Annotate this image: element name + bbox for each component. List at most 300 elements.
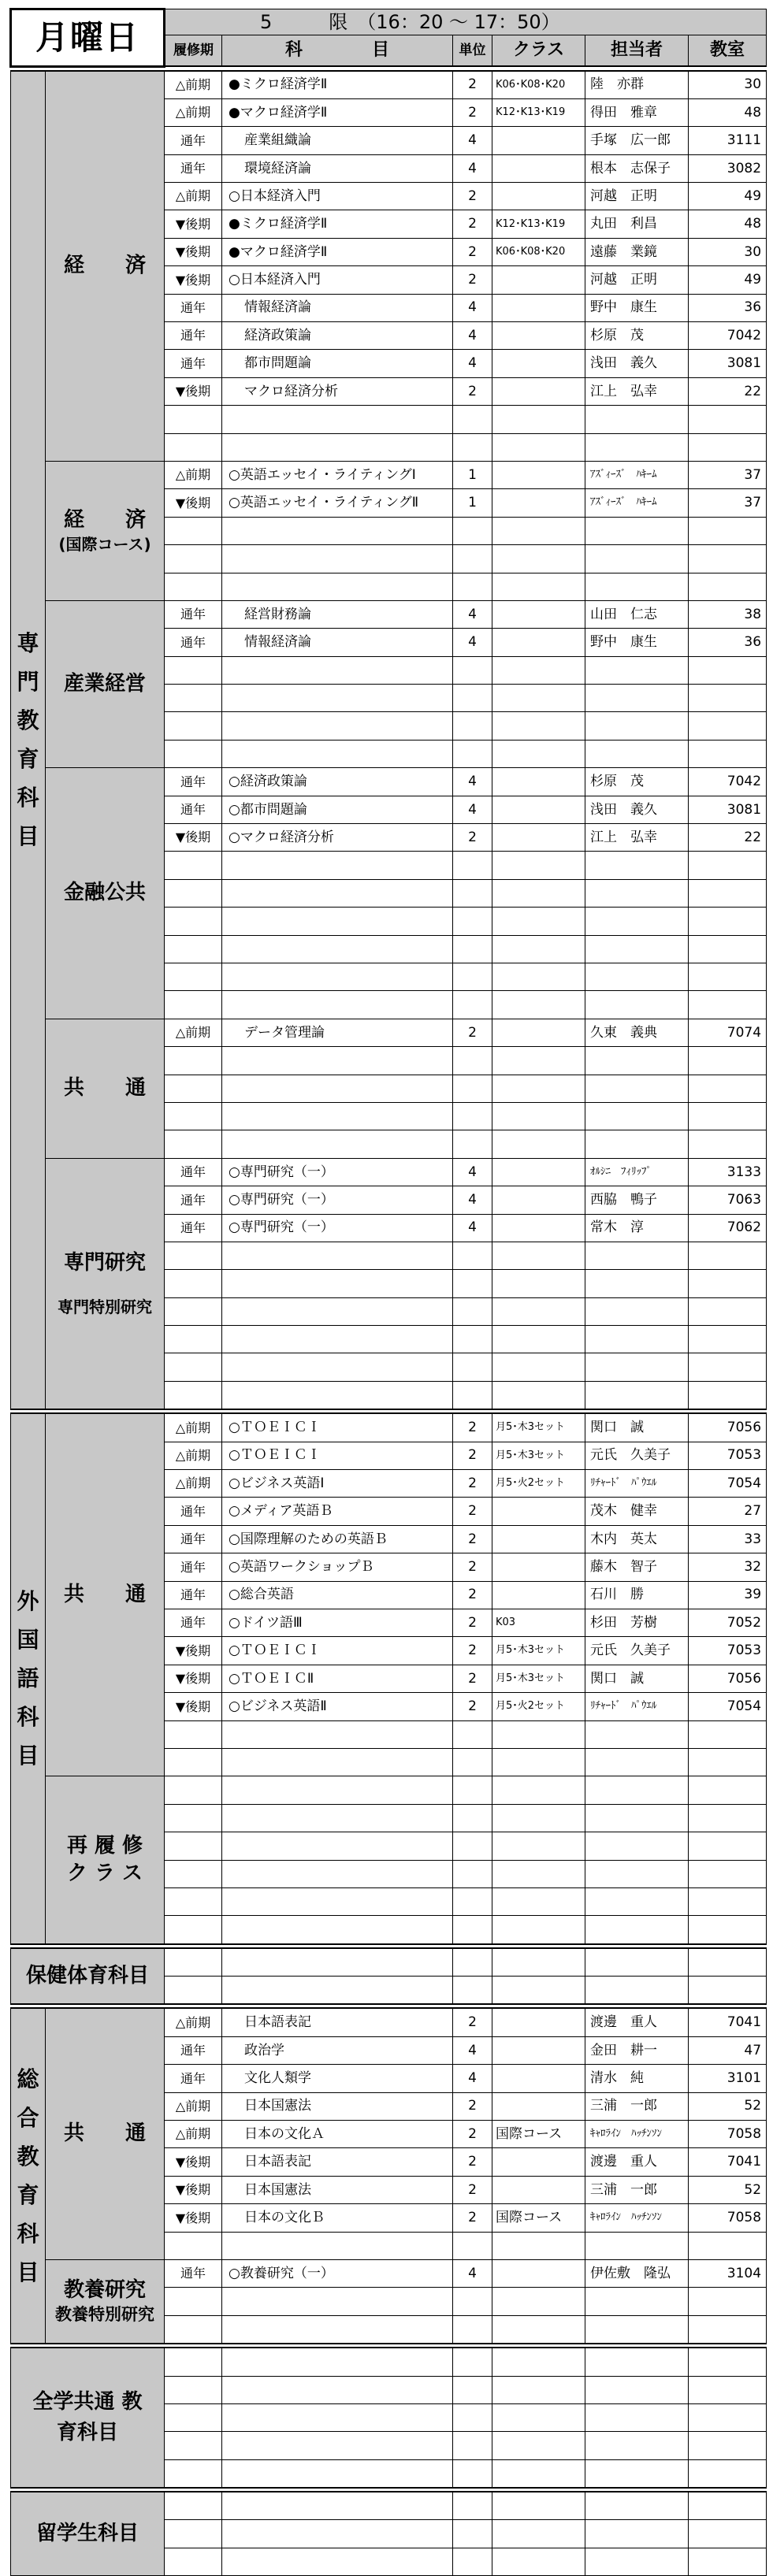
- teacher-cell: [585, 1102, 689, 1130]
- teacher-cell: [585, 879, 689, 907]
- units-cell: 4: [453, 1158, 492, 1186]
- term-cell: [165, 1130, 222, 1158]
- category-all-univ-text: 全学共通 教育科目: [32, 2390, 143, 2445]
- units-cell: [453, 2520, 492, 2548]
- units-cell: 2: [453, 2176, 492, 2203]
- category-pe: 保健体育科目: [11, 1948, 165, 2005]
- room-cell: [689, 908, 767, 935]
- teacher-cell: [585, 1948, 689, 1977]
- room-cell: 30: [689, 238, 767, 265]
- units-cell: [453, 1916, 492, 1944]
- room-cell: [689, 1381, 767, 1409]
- room-cell: 7074: [689, 1019, 767, 1046]
- units-cell: 2: [453, 1693, 492, 1720]
- term-cell: 通年: [165, 154, 222, 182]
- subcategory-note: (国際コース): [58, 534, 151, 554]
- subject-cell: ○ＴＯＥＩＣＩ: [222, 1413, 453, 1442]
- teacher-cell: 根本 志保子: [585, 154, 689, 182]
- term-cell: △前期: [165, 71, 222, 99]
- class-cell: [492, 406, 585, 433]
- units-cell: [453, 1242, 492, 1269]
- units-cell: [453, 2492, 492, 2520]
- units-cell: 4: [453, 2036, 492, 2064]
- room-cell: [689, 2432, 767, 2459]
- subcategory-label: 教養研究: [64, 2278, 147, 2302]
- units-cell: [453, 1832, 492, 1860]
- teacher-cell: [585, 852, 689, 879]
- term-cell: △前期: [165, 2008, 222, 2036]
- subject-cell: ○国際理解のための英語Ｂ: [222, 1525, 453, 1553]
- teacher-cell: [585, 1381, 689, 1409]
- teacher-cell: 野中 康生: [585, 629, 689, 656]
- room-cell: [689, 2459, 767, 2488]
- term-cell: [165, 1776, 222, 1804]
- units-cell: 1: [453, 489, 492, 517]
- term-cell: [165, 2376, 222, 2403]
- subject-cell: [222, 1102, 453, 1130]
- room-cell: 49: [689, 183, 767, 210]
- teacher-cell: 金田 耕一: [585, 2036, 689, 2064]
- class-cell: [492, 1977, 585, 2005]
- teacher-cell: [585, 2403, 689, 2431]
- term-cell: [165, 1270, 222, 1297]
- class-cell: 月5･木3セット: [492, 1442, 585, 1469]
- teacher-cell: 久東 義典: [585, 1019, 689, 1046]
- teacher-cell: ﾘﾁｬｰﾄﾞ ﾊﾟｳｴﾙ: [585, 1470, 689, 1498]
- subcategory-label: 再 履 修 ク ラ ス: [66, 1833, 143, 1885]
- timetable: [9, 8, 767, 2576]
- table-row: [11, 2348, 767, 2376]
- room-cell: [689, 1047, 767, 1075]
- room-cell: [689, 2288, 767, 2315]
- term-cell: ▼後期: [165, 2204, 222, 2232]
- term-cell: [165, 2520, 222, 2548]
- room-cell: 7041: [689, 2148, 767, 2176]
- class-cell: [492, 2259, 585, 2287]
- table-row: [11, 1413, 767, 1442]
- teacher-cell: 渡邊 重人: [585, 2148, 689, 2176]
- teacher-cell: 木内 英太: [585, 1525, 689, 1553]
- class-cell: [492, 2232, 585, 2259]
- class-cell: [492, 2403, 585, 2431]
- teacher-cell: [585, 740, 689, 767]
- table-row: [11, 71, 767, 99]
- subject-cell: [222, 2492, 453, 2520]
- subject-cell: ●ミクロ経済学Ⅱ: [222, 210, 453, 238]
- units-cell: [453, 1776, 492, 1804]
- subject-cell: ●マクロ経済学Ⅱ: [222, 98, 453, 126]
- units-cell: [453, 935, 492, 963]
- units-cell: 2: [453, 1609, 492, 1636]
- period-row: [11, 9, 767, 35]
- category-intl: 留学生科目: [11, 2492, 165, 2576]
- class-cell: [492, 489, 585, 517]
- units-cell: 2: [453, 1413, 492, 1442]
- term-cell: 通年: [165, 1158, 222, 1186]
- class-cell: 月5･火2セット: [492, 1693, 585, 1720]
- teacher-cell: [585, 1326, 689, 1353]
- term-cell: [165, 1860, 222, 1887]
- term-cell: [165, 852, 222, 879]
- room-cell: 7063: [689, 1186, 767, 1214]
- term-cell: [165, 2403, 222, 2431]
- teacher-cell: 元氏 久美子: [585, 1637, 689, 1665]
- units-cell: [453, 1353, 492, 1381]
- teacher-cell: 石川 勝: [585, 1581, 689, 1609]
- room-cell: [689, 545, 767, 573]
- subject-cell: [222, 712, 453, 740]
- teacher-cell: [585, 2432, 689, 2459]
- units-cell: 2: [453, 1470, 492, 1498]
- teacher-cell: 杉田 芳樹: [585, 1609, 689, 1636]
- subcategory-label: 経 済: [64, 253, 147, 277]
- subject-cell: 日本国憲法: [222, 2176, 453, 2203]
- subject-cell: ●ミクロ経済学Ⅱ: [222, 71, 453, 99]
- class-cell: [492, 796, 585, 823]
- term-cell: △前期: [165, 183, 222, 210]
- subcategory-keizai: [46, 71, 165, 462]
- class-cell: [492, 1158, 585, 1186]
- room-cell: 27: [689, 1498, 767, 1525]
- room-cell: [689, 1977, 767, 2005]
- room-cell: 3101: [689, 2065, 767, 2092]
- subject-cell: [222, 963, 453, 991]
- term-cell: △前期: [165, 1442, 222, 1469]
- subject-cell: ○専門研究（一）: [222, 1158, 453, 1186]
- room-cell: 52: [689, 2176, 767, 2203]
- units-cell: [453, 2432, 492, 2459]
- units-cell: 2: [453, 2121, 492, 2148]
- class-cell: [492, 740, 585, 767]
- room-cell: [689, 2548, 767, 2575]
- subject-cell: データ管理論: [222, 1019, 453, 1046]
- subcategory-label: 共 通: [64, 1582, 147, 1606]
- term-cell: [165, 656, 222, 684]
- subject-cell: [222, 685, 453, 712]
- teacher-cell: 関口 誠: [585, 1665, 689, 1692]
- room-cell: [689, 935, 767, 963]
- subject-cell: 日本の文化Ａ: [222, 2121, 453, 2148]
- subject-cell: [222, 879, 453, 907]
- room-cell: [689, 1075, 767, 1102]
- teacher-cell: [585, 2288, 689, 2315]
- timetable-sheet: [9, 8, 765, 2576]
- term-cell: [165, 908, 222, 935]
- units-cell: [453, 712, 492, 740]
- header-room: 教室: [689, 35, 767, 67]
- subject-cell: [222, 2348, 453, 2376]
- teacher-cell: [585, 908, 689, 935]
- teacher-cell: [585, 1804, 689, 1832]
- units-cell: 2: [453, 2092, 492, 2120]
- teacher-cell: [585, 1353, 689, 1381]
- subject-cell: ○教養研究（一）: [222, 2259, 453, 2287]
- teacher-cell: [585, 2232, 689, 2259]
- units-cell: 2: [453, 98, 492, 126]
- term-cell: [165, 935, 222, 963]
- class-cell: [492, 2092, 585, 2120]
- teacher-cell: ｱｽﾞｨｰｽﾞ ﾊｷｰﾑ: [585, 489, 689, 517]
- term-cell: 通年: [165, 629, 222, 656]
- subject-cell: ○ＴＯＥＩＣＩ: [222, 1442, 453, 1469]
- units-cell: [453, 1326, 492, 1353]
- class-cell: [492, 656, 585, 684]
- teacher-cell: 得田 雅章: [585, 98, 689, 126]
- teacher-cell: [585, 1832, 689, 1860]
- teacher-cell: 三浦 一郎: [585, 2176, 689, 2203]
- teacher-cell: [585, 1776, 689, 1804]
- subject-cell: [222, 656, 453, 684]
- class-cell: [492, 461, 585, 488]
- room-cell: [689, 1832, 767, 1860]
- class-cell: 月5･木3セット: [492, 1413, 585, 1442]
- subject-cell: ○英語ワークショップＢ: [222, 1553, 453, 1581]
- subject-cell: ○ＴＯＥＩＣⅡ: [222, 1665, 453, 1692]
- subject-cell: [222, 1887, 453, 1915]
- subject-cell: [222, 1297, 453, 1325]
- term-cell: 通年: [165, 1525, 222, 1553]
- subcategory-sangyo: [46, 600, 165, 767]
- subject-cell: 日本語表記: [222, 2148, 453, 2176]
- units-cell: 2: [453, 183, 492, 210]
- units-cell: [453, 1860, 492, 1887]
- subject-cell: [222, 1270, 453, 1297]
- teacher-cell: 杉原 茂: [585, 322, 689, 350]
- subject-cell: 文化人類学: [222, 2065, 453, 2092]
- class-cell: [492, 852, 585, 879]
- room-cell: [689, 1887, 767, 1915]
- teacher-cell: [585, 433, 689, 461]
- units-cell: [453, 2403, 492, 2431]
- teacher-cell: ｵﾙｼﾆ ﾌｨﾘｯﾌﾟ: [585, 1158, 689, 1186]
- room-cell: [689, 1916, 767, 1944]
- teacher-cell: [585, 2520, 689, 2548]
- subject-cell: 日本語表記: [222, 2008, 453, 2036]
- teacher-cell: 浅田 義久: [585, 796, 689, 823]
- subcategory-label: 共 通: [64, 1075, 147, 1100]
- category-general-text: 総合教育科目: [17, 2066, 39, 2286]
- class-cell: K06･K08･K20: [492, 71, 585, 99]
- class-cell: [492, 935, 585, 963]
- category-foreign-text: 外国語科目: [17, 1588, 39, 1769]
- subject-cell: [222, 573, 453, 600]
- class-cell: [492, 1832, 585, 1860]
- class-cell: [492, 600, 585, 628]
- class-cell: [492, 1130, 585, 1158]
- subject-cell: ○日本経済入門: [222, 183, 453, 210]
- teacher-cell: [585, 1916, 689, 1944]
- units-cell: [453, 517, 492, 544]
- subject-cell: [222, 1130, 453, 1158]
- units-cell: [453, 852, 492, 879]
- room-cell: 48: [689, 98, 767, 126]
- class-cell: 月5･火2セット: [492, 1470, 585, 1498]
- room-cell: [689, 991, 767, 1019]
- table-row: [11, 1948, 767, 1977]
- subject-cell: ○総合英語: [222, 1581, 453, 1609]
- room-cell: [689, 2520, 767, 2548]
- teacher-cell: 江上 弘幸: [585, 824, 689, 852]
- term-cell: ▼後期: [165, 1693, 222, 1720]
- class-cell: [492, 2315, 585, 2344]
- teacher-cell: [585, 1977, 689, 2005]
- subject-cell: 情報経済論: [222, 294, 453, 321]
- term-cell: [165, 991, 222, 1019]
- units-cell: 4: [453, 154, 492, 182]
- units-cell: 4: [453, 350, 492, 377]
- subcategory-senmon: [46, 1158, 165, 1409]
- units-cell: [453, 2376, 492, 2403]
- subject-cell: ○経済政策論: [222, 768, 453, 796]
- teacher-cell: [585, 1720, 689, 1748]
- subject-cell: [222, 2432, 453, 2459]
- teacher-cell: 河越 正明: [585, 183, 689, 210]
- room-cell: [689, 1748, 767, 1776]
- units-cell: [453, 406, 492, 433]
- subject-cell: [222, 1748, 453, 1776]
- subject-cell: [222, 2232, 453, 2259]
- class-cell: [492, 1525, 585, 1553]
- subject-cell: [222, 1948, 453, 1977]
- subcategory-sogo_kyotsu: [46, 2008, 165, 2259]
- units-cell: 4: [453, 322, 492, 350]
- room-cell: 32: [689, 1553, 767, 1581]
- room-cell: 30: [689, 71, 767, 99]
- units-cell: 2: [453, 1525, 492, 1553]
- table-row: [11, 1776, 767, 1804]
- term-cell: 通年: [165, 322, 222, 350]
- class-cell: K03: [492, 1609, 585, 1636]
- room-cell: [689, 2492, 767, 2520]
- header-term: 履修期: [165, 35, 222, 67]
- class-cell: [492, 1019, 585, 1046]
- room-cell: [689, 2403, 767, 2431]
- subject-cell: [222, 1326, 453, 1353]
- subject-cell: [222, 1832, 453, 1860]
- term-cell: [165, 1242, 222, 1269]
- teacher-cell: [585, 1075, 689, 1102]
- room-cell: 7042: [689, 322, 767, 350]
- class-cell: [492, 1270, 585, 1297]
- class-cell: 国際コース: [492, 2204, 585, 2232]
- teacher-cell: [585, 406, 689, 433]
- subject-cell: ○専門研究（一）: [222, 1214, 453, 1242]
- teacher-cell: [585, 1130, 689, 1158]
- term-cell: [165, 2432, 222, 2459]
- subcategory-kyotsu: [46, 1019, 165, 1158]
- term-cell: [165, 1047, 222, 1075]
- term-cell: [165, 517, 222, 544]
- units-cell: 2: [453, 71, 492, 99]
- term-cell: 通年: [165, 1214, 222, 1242]
- term-cell: [165, 1353, 222, 1381]
- class-cell: [492, 2432, 585, 2459]
- class-cell: [492, 2065, 585, 2092]
- table-row: [11, 2008, 767, 2036]
- subcategory-kyoyo: [46, 2259, 165, 2344]
- room-cell: [689, 1804, 767, 1832]
- room-cell: 7054: [689, 1470, 767, 1498]
- teacher-cell: ｷｬﾛﾗｲﾝ ﾊｯﾁﾝｿﾝ: [585, 2204, 689, 2232]
- room-cell: 3081: [689, 796, 767, 823]
- teacher-cell: [585, 1297, 689, 1325]
- category-specialized-text: 専門教育科目: [17, 630, 39, 850]
- class-cell: [492, 1214, 585, 1242]
- term-cell: [165, 1916, 222, 1944]
- room-cell: [689, 1130, 767, 1158]
- subject-cell: [222, 517, 453, 544]
- room-cell: 22: [689, 824, 767, 852]
- class-cell: [492, 712, 585, 740]
- units-cell: 2: [453, 1019, 492, 1046]
- teacher-cell: 江上 弘幸: [585, 377, 689, 405]
- room-cell: [689, 2348, 767, 2376]
- teacher-cell: 常木 淳: [585, 1214, 689, 1242]
- term-cell: [165, 2459, 222, 2488]
- room-cell: [689, 433, 767, 461]
- room-cell: [689, 852, 767, 879]
- term-cell: 通年: [165, 1186, 222, 1214]
- teacher-cell: 藤木 智子: [585, 1553, 689, 1581]
- subject-cell: 日本国憲法: [222, 2092, 453, 2120]
- subject-cell: 日本の文化Ｂ: [222, 2204, 453, 2232]
- subject-cell: [222, 1353, 453, 1381]
- teacher-cell: [585, 963, 689, 991]
- units-cell: 4: [453, 629, 492, 656]
- term-cell: △前期: [165, 2121, 222, 2148]
- subject-cell: ○ビジネス英語Ⅱ: [222, 1693, 453, 1720]
- term-cell: ▼後期: [165, 2176, 222, 2203]
- class-cell: [492, 2492, 585, 2520]
- room-cell: 3081: [689, 350, 767, 377]
- units-cell: [453, 545, 492, 573]
- class-cell: [492, 433, 585, 461]
- subject-cell: [222, 545, 453, 573]
- units-cell: 2: [453, 1581, 492, 1609]
- header-class: クラス: [492, 35, 585, 67]
- subject-cell: ○都市問題論: [222, 796, 453, 823]
- units-cell: 4: [453, 127, 492, 154]
- class-cell: K06･K08･K20: [492, 238, 585, 265]
- term-cell: 通年: [165, 1581, 222, 1609]
- class-cell: [492, 1498, 585, 1525]
- subject-cell: [222, 2315, 453, 2344]
- room-cell: 7062: [689, 1214, 767, 1242]
- units-cell: [453, 2348, 492, 2376]
- units-cell: 1: [453, 461, 492, 488]
- room-cell: 47: [689, 2036, 767, 2064]
- teacher-cell: [585, 1270, 689, 1297]
- subject-cell: 都市問題論: [222, 350, 453, 377]
- term-cell: [165, 685, 222, 712]
- class-cell: [492, 879, 585, 907]
- subcategory-rishu: [46, 1776, 165, 1944]
- class-cell: [492, 2148, 585, 2176]
- teacher-cell: [585, 2348, 689, 2376]
- header-subject: 科 目: [222, 35, 453, 67]
- period-label: 5 限 （16：20 ～ 17：50）: [165, 9, 767, 35]
- room-cell: [689, 879, 767, 907]
- teacher-cell: [585, 712, 689, 740]
- subject-cell: [222, 2288, 453, 2315]
- term-cell: [165, 2232, 222, 2259]
- class-cell: [492, 2348, 585, 2376]
- term-cell: △前期: [165, 2092, 222, 2120]
- class-cell: [492, 350, 585, 377]
- term-cell: [165, 1075, 222, 1102]
- subject-cell: [222, 1075, 453, 1102]
- class-cell: 月5･木3セット: [492, 1637, 585, 1665]
